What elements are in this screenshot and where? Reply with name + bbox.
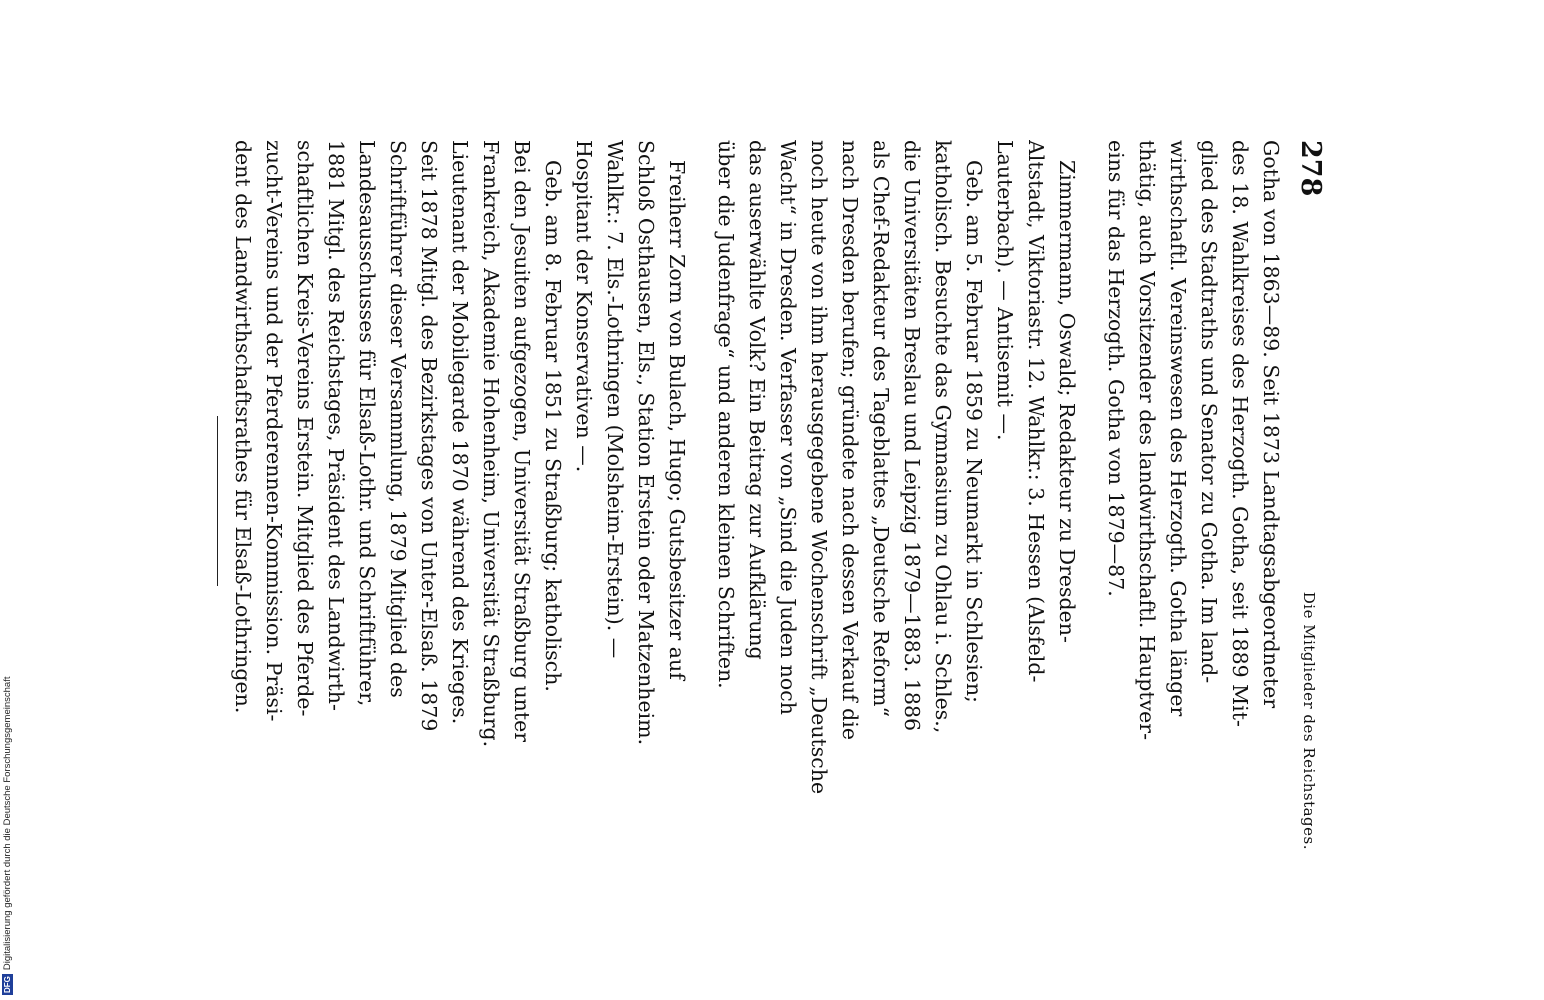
running-title: Die Mitglieder des Reichstages.	[1300, 591, 1318, 850]
text-line: zucht-Vereins und der Pferderennen-Kommission. Präsi-	[262, 140, 286, 722]
digitization-attribution	[2, 677, 13, 996]
text-line: dent des Landwirthschaftsrathes für Elsaß-Lothringen.	[231, 140, 255, 714]
text-line: Lieutenant der Mobilegarde 1870 während des Krieges.	[448, 140, 472, 725]
attribution-text: Digitalisierung gefördert durch die Deutsche Forschungsgemeinschaft	[2, 676, 13, 971]
entry-continuation	[1100, 140, 1286, 860]
text-line: Schriftführer dieser Versammlung, 1879 Mitglied des	[386, 140, 410, 698]
entry-zimmermann	[710, 140, 1082, 860]
text-line: Geb. am 8. Februar 1851 zu Straßburg; katholisch.	[541, 160, 565, 692]
entry-text	[1100, 140, 1286, 860]
text-line: schaftlichen Kreis-Vereins Erstein. Mitglied des Pferde-	[293, 140, 317, 717]
entry-heading-line: Zimmermann, Oswald; Redakteur zu Dresden-	[1055, 160, 1079, 643]
text-line: das auserwählte Volk? Ein Beitrag zur Aufklärung	[745, 140, 769, 660]
text-line: Geb. am 5. Februar 1859 zu Neumarkt in Schlesien;	[962, 160, 986, 703]
running-head	[1286, 140, 1330, 860]
text-line: Schloß Osthausen, Els., Station Erstein oder Matzenheim.	[634, 140, 658, 746]
text-line: Frankreich, Akademie Hohenheim, Universität Straßburg.	[479, 140, 503, 748]
text-line: 1881 Mitgl. des Reichstages, Präsident des Landwirth-	[324, 140, 348, 711]
text-line: Wahlkr.: 7. Els.-Lothringen (Molsheim-Erstein). —	[603, 140, 627, 659]
text-line: Gotha von 1863—89. Seit 1873 Landtagsabgeordneter	[1259, 140, 1283, 709]
text-line: die Universitäten Breslau und Leipzig 1879—1883. 1886	[900, 140, 924, 732]
entry-heading-line: Freiherr Zorn von Bulach, Hugo; Gutsbesitzer auf	[665, 160, 689, 680]
text-line: Bei den Jesuiten aufgezogen, Universität Straßburg unter	[510, 140, 534, 743]
text-line: des 18. Wahlkreises des Herzogth. Gotha, seit 1889 Mit-	[1228, 140, 1252, 727]
text-line: katholisch. Besuchte das Gymnasium zu Ohlau i. Schles.,	[931, 140, 955, 734]
margin-rule	[217, 416, 218, 586]
page-number: 278	[1295, 140, 1326, 197]
text-line: glied des Stadtraths und Senator zu Gotha. Im land-	[1197, 140, 1221, 684]
text-line: Wacht“ in Dresden. Verfasser von „Sind die Juden noch	[776, 140, 800, 715]
text-line: Landesausschusses für Elsaß-Lothr. und Schriftführer,	[355, 140, 379, 707]
text-line: wirthschaftl. Vereinswesen des Herzogth. Gotha länger	[1166, 140, 1190, 717]
entry-text	[227, 140, 692, 860]
text-line: Seit 1878 Mitgl. des Bezirkstages von Unter-Elsaß. 1879	[417, 140, 441, 732]
text-line: als Chef-Redakteur des Tageblattes „Deutsche Reform“	[869, 140, 893, 717]
text-line: Lauterbach). — Antisemit —.	[993, 140, 1017, 441]
document-page	[231, 140, 1330, 860]
text-line: Altstadt, Viktoriastr. 12. Wahlkr.: 3. Hessen (Alsfeld-	[1024, 140, 1048, 683]
text-line: Hospitant der Konservativen —.	[572, 140, 596, 473]
text-line: nach Dresden berufen; gründete nach dessen Verkauf die	[838, 140, 862, 740]
entry-zorn-von-bulach	[227, 140, 692, 860]
text-line: thätig, auch Vorsitzender des landwirthschaftl. Hauptver-	[1135, 140, 1159, 741]
text-line: eins für das Herzogth. Gotha von 1879—87.	[1104, 140, 1128, 597]
text-line: über die Judenfrage“ und anderen kleinen Schriften.	[714, 140, 738, 689]
entry-text	[710, 140, 1082, 860]
text-line: noch heute von ihm herausgegebene Wochenschrift „Deutsche	[807, 140, 831, 795]
dfg-logo: DFG	[3, 976, 12, 993]
